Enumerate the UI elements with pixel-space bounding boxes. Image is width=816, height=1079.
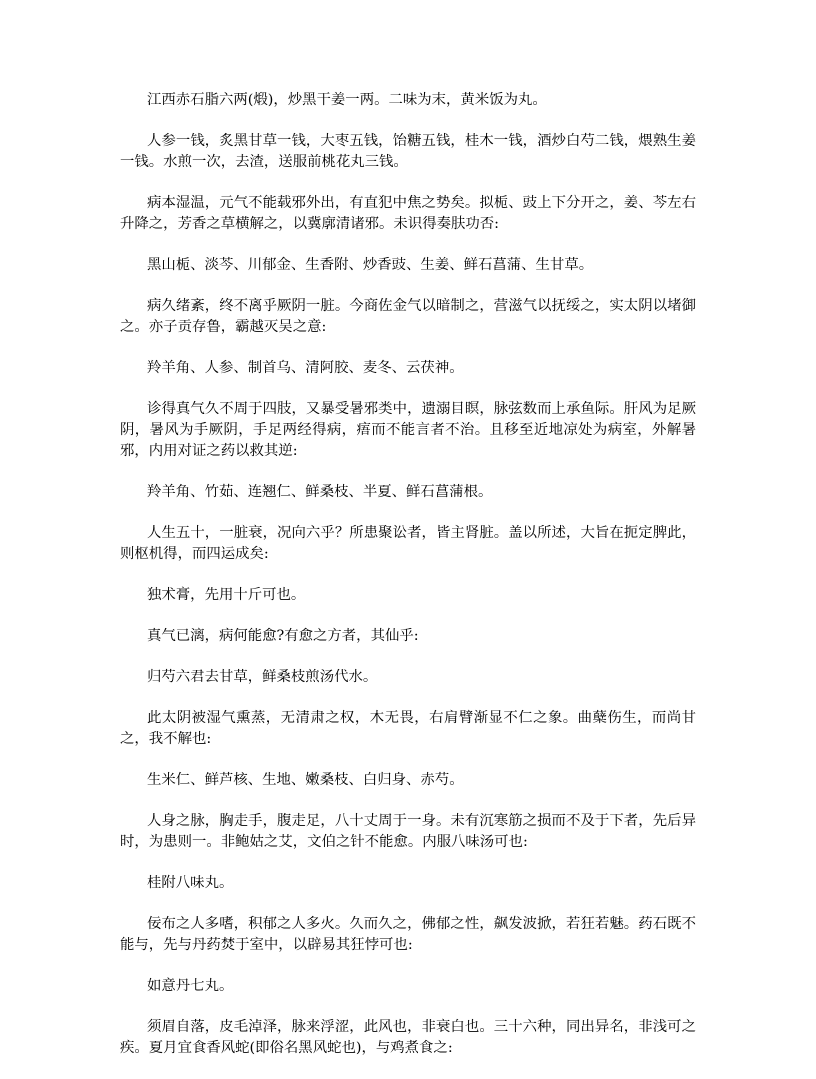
paragraph: 病本湿温，元气不能载邪外出，有直犯中焦之势矣。拟栀、豉上下分开之，姜、芩左右升降之，芳香之草横解之，以冀廓清诸邪。未识得奏肤功否: xyxy=(120,195,696,232)
paragraph: 独术膏，先用十斤可也。 xyxy=(147,587,306,603)
paragraph: 真气已漓，病何能愈?有愈之方者，其仙乎: xyxy=(147,628,419,644)
paragraph: 羚羊角、竹茹、连翘仁、鲜桑枝、半夏、鲜石菖蒲根。 xyxy=(147,484,493,500)
paragraph: 如意丹七丸。 xyxy=(147,978,234,994)
paragraph: 此太阴被湿气熏蒸，无清肃之权，木无畏，右肩臂渐显不仁之象。曲蘖伤生，而尚甘之，我不解也: xyxy=(120,710,696,747)
paragraph: 病久绪紊，终不离乎厥阴一脏。今商佐金气以暗制之，营滋气以抚绥之，实太阴以堵御之。亦子贡存鲁，霸越灭吴之意: xyxy=(120,298,696,335)
paragraph: 桂附八味丸。 xyxy=(147,875,234,891)
paragraph: 黑山栀、淡芩、川郁金、生香附、炒香豉、生姜、鲜石菖蒲、生甘草。 xyxy=(147,257,594,273)
paragraph: 归芍六君去甘草，鲜桑枝煎汤代水。 xyxy=(147,669,378,685)
paragraph: 人生五十，一脏衰，况向六乎？所患聚讼者，皆主肾脏。盖以所述，大旨在扼定脾此，则枢机得，而四运成矣: xyxy=(120,525,696,562)
paragraph: 人参一钱，炙黑甘草一钱，大枣五钱，饴糖五钱，桂木一钱，酒炒白芍二钱，煨熟生姜一钱。水煎一次，去渣，送服前桃花丸三钱。 xyxy=(120,133,696,170)
paragraph: 须眉自落，皮毛淖泽，脉来浮涩，此风也，非衰白也。三十六种，同出异名，非浅可之疾。夏月宜食香风蛇(即俗名黑风蛇也)，与鸡煮食之: xyxy=(120,1019,696,1056)
paragraph: 生米仁、鲜芦核、生地、嫩桑枝、白归身、赤芍。 xyxy=(147,772,464,788)
paragraph: 诊得真气久不周于四肢，又暴受暑邪类中，遗溺目瞑，脉弦数而上承鱼际。肝风为足厥阴，暑风为手厥阴，手足两经得病，痦而不能言者不治。且移至近地凉处为病室，外解暑邪，内用对证之药以救其逆: xyxy=(120,401,696,459)
paragraph: 江西赤石脂六两(煅)，炒黑干姜一两。二味为末，黄米饭为丸。 xyxy=(147,92,547,108)
paragraph: 人身之脉，胸走手，腹走足，八十丈周于一身。未有沉寒筋之损而不及于下者，先后异时，为患则一。非鲍姑之艾，文伯之针不能愈。内服八味汤可也: xyxy=(120,813,696,850)
document-body xyxy=(120,90,696,1079)
paragraph: 佞布之人多嗜，积郁之人多火。久而久之，佛郁之性，飙发波掀，若狂若魅。药石既不能与，先与丹药焚于室中，以辟易其狂悖可也: xyxy=(120,916,696,953)
paragraph: 羚羊角、人参、制首乌、清阿胶、麦冬、云茯神。 xyxy=(147,360,464,376)
